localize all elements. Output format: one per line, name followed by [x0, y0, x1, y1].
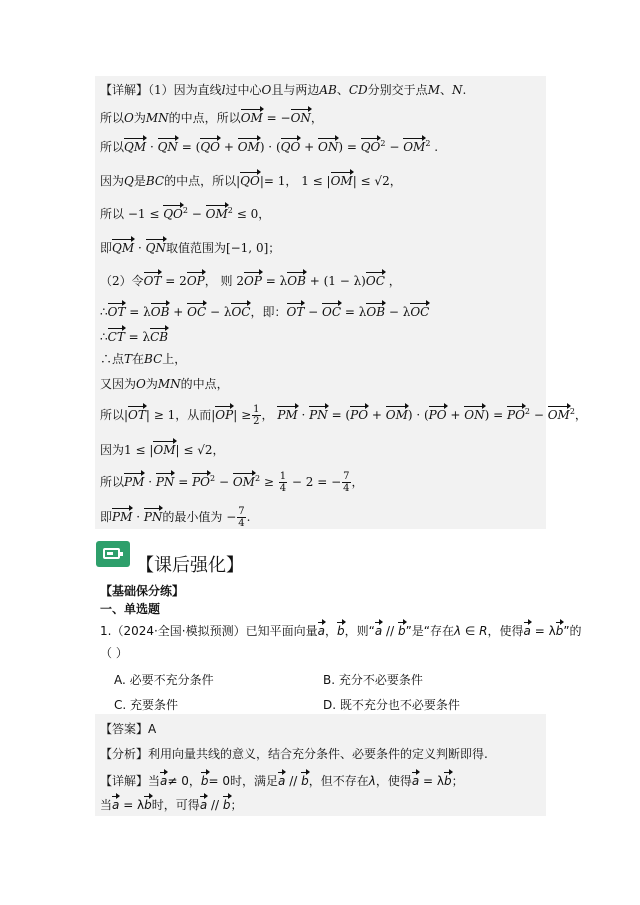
option-c[interactable]: C. 充要条件 [114, 698, 179, 712]
subsection-title: 【基础保分练】 [100, 584, 185, 598]
solution2-line-3: ∴CT = λCB [100, 327, 168, 344]
solution-line-3: 所以QM · QN = $(QO + OM) \cdot (QO + ON) = QO^2 - OM^2$ . [100, 139, 439, 154]
solution2-line-9: 即PM · PN的最小值为 − $\frac{7}{4}$ . [100, 506, 251, 529]
analysis-text: 【分析】利用向量共线的意义，结合充分条件、必要条件的定义判断即得. [100, 747, 488, 761]
section-title: 【课后强化】 [136, 555, 244, 576]
option-d[interactable]: D. 既不充分也不必要条件 [323, 698, 460, 712]
solution2-line-6: 所以|OT| ≥ 1，从而|OP| ≥ $\frac{1}{2}$ ， PM · PN = $(PO + OM) \cdot (PO + ON) = PO^2 - OM^2$， [100, 404, 587, 427]
solution2-line-5: 又因为O为MN的中点， [100, 377, 229, 391]
solution-line-2: 所以O为MN的中点，所以OM = −ON， [100, 108, 323, 125]
solution2-line-2: ∴OT = λOB + OC − λOC，即：OT − OC = λOB − λOC [100, 302, 429, 319]
solution2-line-4: ∴点T在BC上， [100, 352, 187, 366]
solution-line-4: 因为Q是BC的中点，所以|QO|= 1， 1 ≤ |OM| ≤ √2， [100, 171, 402, 188]
detail-line-1: 【详解】当a≠ 0，b= 0时，满足a // b，但不存在λ，使得a = λb； [100, 771, 464, 788]
solution2-line-8: 所以PM · PN = $PO^2 - OM^2$ ≥ $\frac{1}{4}$ − 2 = − $\frac{7}{4}$ ， [100, 471, 364, 494]
answer-label: 【答案】A [100, 722, 157, 736]
solution2-line-7: 因为1 ≤ |OM| ≤ √2， [100, 440, 225, 457]
option-b[interactable]: B. 充分不必要条件 [323, 673, 423, 687]
question-type-title: 一、单选题 [100, 602, 161, 616]
solution-line-5: 所以 $-1 \le QO^2 - OM^2 \le 0$， [100, 206, 271, 221]
solution-line-6: 即QM · QN取值范围为[−1, 0]； [100, 238, 280, 255]
solution-line-1: 【详解】（1）因为直线l过中心O且与两边AB、CD分别交于点M、N. [100, 83, 467, 97]
battery-icon [96, 541, 130, 567]
question-paren: （ ） [100, 646, 128, 660]
solution2-line-1: （2）令OT = 2OP， 则 2OP = λOB + (1 − λ)OC ， [100, 271, 401, 288]
question-text: 1.（2024·全国·模拟预测）已知平面向量a，b，则“a // b”是“存在λ ∈ R，使得a = λb”的 [100, 621, 582, 638]
option-a[interactable]: A. 必要不充分条件 [114, 673, 214, 687]
detail-line-2: 当a = λb时，可得a // b； [100, 795, 243, 812]
